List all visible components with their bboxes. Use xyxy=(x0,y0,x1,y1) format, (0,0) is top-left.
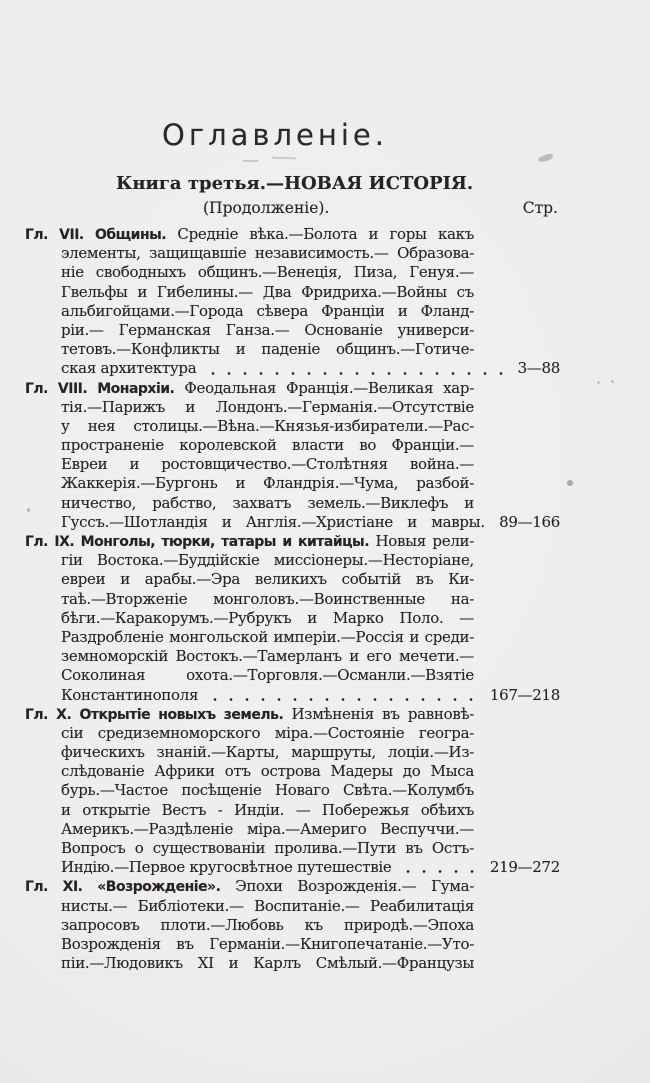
dot-leader xyxy=(205,367,505,379)
entry-summary-start: Измѣненія въ равновѣ- xyxy=(291,704,474,723)
scan-artifact xyxy=(567,480,573,486)
chapter-title: «Возрожденіе». xyxy=(97,879,221,896)
toc-entry xyxy=(25,379,560,533)
entry-line: Соколиная охота.—Торговля.—Османли.—Взятіе xyxy=(61,666,474,685)
dot-leader xyxy=(400,865,477,877)
entry-line: Раздробленіе монгольской имперіи.—Россія и среди- xyxy=(61,627,474,646)
entry-line: ніе свободныхъ общинъ.—Венеція, Пиза, Генуя.— xyxy=(61,263,474,282)
page-range: 167—218 xyxy=(489,685,560,704)
entry-line: слѣдованіе Африки отъ острова Мадеры до Мыса xyxy=(61,762,474,781)
chapter-title: Общины. xyxy=(95,227,167,243)
toc-entry xyxy=(25,705,560,878)
chapter-title: Монголы, тюрки, татары и китайцы. xyxy=(80,534,370,550)
scan-artifact xyxy=(272,157,296,160)
continuation-note: (Продолженіе). xyxy=(203,199,330,217)
entry-first-line xyxy=(25,532,474,551)
page-title: Оглавленіе. xyxy=(162,118,388,152)
toc-entry xyxy=(25,225,560,379)
page-range: 89—166 xyxy=(499,512,560,531)
entry-line: сіи средиземноморского міра.—Состояніе геогра- xyxy=(61,723,474,742)
toc-entry xyxy=(25,877,560,973)
entry-line: бѣги.—Каракорумъ.—Рубрукъ и Марко Поло. — xyxy=(61,608,474,627)
entry-line: запросовъ плоти.—Любовь къ природѣ.—Эпоха xyxy=(61,915,474,934)
page-range: 3—88 xyxy=(517,359,560,378)
entry-final-text: Индію.—Первое кругосвѣтное путешествіе xyxy=(61,858,392,877)
page-range: 219—272 xyxy=(489,858,560,877)
dot-leader xyxy=(207,693,478,705)
entry-line: піи.—Людовикъ XI и Карлъ Смѣлый.—Французы xyxy=(61,954,474,973)
scan-artifact xyxy=(243,160,258,162)
entry-line: таѣ.—Вторженіе монголовъ.—Воинственные на- xyxy=(61,589,474,608)
entry-line: нисты.— Библіотеки.— Воспитаніе.— Реабилитація xyxy=(61,896,474,915)
entry-line: ріи.— Германская Ганза.— Основаніе универси- xyxy=(61,320,474,339)
entry-final-line xyxy=(61,513,560,532)
entry-line: Вопросъ о существованіи пролива.—Пути въ Остъ- xyxy=(61,839,474,857)
entry-first-line xyxy=(25,225,474,244)
entry-final-text: Гуссъ.—Шотландія и Англія.—Христіане и мавры. xyxy=(61,512,485,531)
chapter-label: Гл. X. xyxy=(25,706,72,723)
entry-line: Гвельфы и Гибелины.— Два Фридриха.—Войны съ xyxy=(61,282,474,301)
chapter-label: Гл. VIII. xyxy=(25,380,88,397)
entry-first-line xyxy=(25,705,474,724)
entry-line: фическихъ знаній.—Карты, маршруты, лоціи.—Из- xyxy=(61,743,474,762)
subheading-row xyxy=(25,198,560,218)
entry-line: пространеніе королевской власти во Франціи.— xyxy=(61,436,474,455)
entry-line: тія.—Парижъ и Лондонъ.—Германія.—Отсутствіе xyxy=(61,397,474,416)
entry-final-line xyxy=(61,686,560,705)
entry-summary-start: Средніе вѣка.—Болота и горы какъ xyxy=(177,225,474,243)
entry-line: земноморскій Востокъ.—Тамерланъ и его мечети.— xyxy=(61,647,474,666)
entry-line: бурь.—Частое посѣщеніе Новаго Свѣта.—Колумбъ xyxy=(61,781,474,800)
entry-summary-start: Феодальная Франція.—Великая хар- xyxy=(184,378,474,397)
entry-line: Америкъ.—Раздѣленіе міра.—Америго Веспуччи.— xyxy=(61,819,474,838)
entry-final-line xyxy=(61,858,560,877)
table-of-contents xyxy=(25,225,560,973)
chapter-label: Гл. XI. xyxy=(25,879,83,896)
entry-final-text: ская архитектура xyxy=(61,359,197,378)
entry-line: элементы, защищавшіе независимость.— Образова- xyxy=(61,244,474,263)
book-heading: Книга третья.—НОВАЯ ИСТОРІЯ. xyxy=(116,173,474,194)
scan-artifact xyxy=(537,153,553,162)
entry-first-line xyxy=(25,877,474,896)
entry-first-line xyxy=(25,379,474,398)
chapter-label: Гл. IX. xyxy=(25,534,75,550)
header xyxy=(25,0,525,150)
entry-line: тетовъ.—Конфликты и паденіе общинъ.—Готиче- xyxy=(61,340,474,359)
entry-line: и открытіе Вестъ - Индіи. — Побережья обѣихъ xyxy=(61,800,474,819)
entry-line: ничество, рабство, захватъ земель.—Виклефъ и xyxy=(61,493,474,512)
entry-line: Евреи и ростовщичество.—Столѣтняя война.— xyxy=(61,455,474,474)
scan-artifact xyxy=(597,381,600,384)
entry-final-text: Константинополя xyxy=(61,685,199,704)
entry-summary-start: Новыя рели- xyxy=(375,532,474,550)
entry-line: евреи и арабы.—Эра великихъ событій въ Ки- xyxy=(61,570,474,589)
page-column-header: Стр. xyxy=(522,199,558,217)
entry-line: гіи Востока.—Буддійскіе миссіонеры.—Несторіане, xyxy=(61,551,474,570)
entry-line: Возрожденія въ Германіи.—Книгопечатаніе.—Уто- xyxy=(61,934,474,953)
toc-entry xyxy=(25,532,560,705)
chapter-title: Открытіе новыхъ земель. xyxy=(79,706,284,723)
chapter-title: Монархіи. xyxy=(97,380,175,397)
entry-summary-start: Эпохи Возрожденія.— Гума- xyxy=(235,877,474,896)
chapter-label: Гл. VII. xyxy=(25,227,84,243)
entry-line: у нея столицы.—Вѣна.—Князья-избиратели.—Рас- xyxy=(61,416,474,435)
entry-line: альбигойцами.—Города сѣвера Франціи и Фланд- xyxy=(61,301,474,320)
entry-line: Жаккерія.—Бургонь и Фландрія.—Чума, разбой- xyxy=(61,474,474,493)
entry-final-line xyxy=(61,359,560,378)
scan-artifact xyxy=(611,380,614,383)
